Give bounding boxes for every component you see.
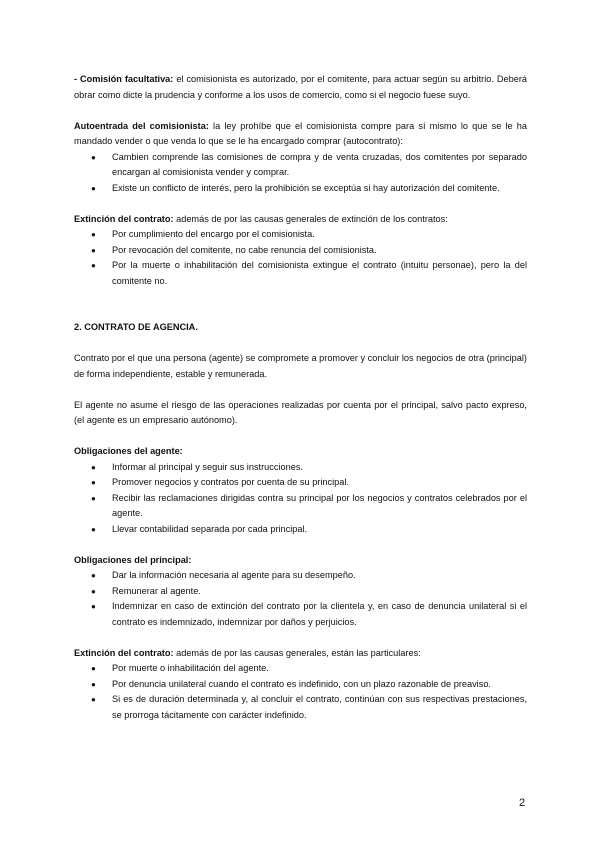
list-item-text: Dar la información necesaria al agente para su desempeño.	[112, 570, 356, 580]
extincion-comision-paragraph	[74, 212, 527, 228]
list-item	[74, 692, 527, 723]
list-item	[74, 677, 527, 693]
list-item-text: Por cumplimiento del encargo por el comisionista.	[112, 229, 315, 239]
bullet-icon: ●	[91, 493, 96, 503]
autoentrada-text: la ley prohíbe que el comisionista compre para sí mismo lo que se le ha mandado vender o que venda lo que se le ha encargado comprar (autocontrato):	[74, 120, 527, 146]
bullet-icon: ●	[91, 245, 96, 255]
comision-facultativa-label: - Comisión facultativa:	[74, 74, 174, 84]
list-item-text: Remunerar al agente.	[112, 585, 201, 596]
list-item-text: Indemnizar en caso de extinción del contrato por la clientela y, en caso de denuncia unilateral si el contrato es indemnizado, indemnizar por daños y perjuicios.	[112, 601, 527, 627]
bullet-icon: ●	[91, 230, 96, 239]
bullet-icon: ●	[91, 462, 96, 472]
autoentrada-list	[74, 150, 527, 197]
bullet-icon: ●	[91, 664, 96, 673]
obligaciones-agente-list	[74, 460, 527, 538]
list-item	[74, 181, 527, 197]
obligaciones-agente-heading	[74, 444, 527, 460]
bullet-icon: ●	[91, 695, 96, 704]
list-item	[74, 491, 527, 522]
list-item-text: Informar al principal y seguir sus instrucciones.	[112, 461, 303, 472]
list-item-text: Promover negocios y contratos por cuenta de su principal.	[112, 477, 349, 487]
bullet-icon: ●	[91, 571, 96, 580]
list-item	[74, 661, 527, 677]
list-item-text: Por revocación del comitente, no cabe renuncia del comisionista.	[112, 244, 377, 255]
list-item	[74, 584, 527, 600]
extincion-agencia-text: además de por las causas generales, están las particulares:	[173, 647, 421, 658]
list-item	[74, 258, 527, 289]
extincion-comision-section	[74, 212, 527, 290]
list-item	[74, 227, 527, 243]
list-item-text: Recibir las reclamaciones dirigidas contra su principal por los negocios y contratos celebrados por el agente.	[112, 492, 527, 518]
page-number: 2	[519, 797, 526, 809]
list-item	[74, 522, 527, 538]
obligaciones-principal-section	[74, 553, 527, 631]
bullet-icon: ●	[91, 524, 96, 534]
extincion-agencia-label: Extinción del contrato:	[74, 647, 174, 658]
list-item-text: Llevar contabilidad separada por cada principal.	[112, 523, 308, 534]
comision-facultativa-paragraph	[74, 72, 527, 103]
bullet-icon: ●	[91, 478, 96, 487]
list-item	[74, 460, 527, 476]
list-item-text: Existe un conflicto de interés, pero la prohibición se exceptúa si hay autorización del comitente.	[112, 182, 500, 193]
extincion-comision-label: Extinción del contrato:	[74, 213, 174, 224]
comision-facultativa-text: el comisionista es autorizado, por el comitente, para actuar según su arbitrio. Deberá obrar como dicte la prudencia y conforme a los usos de comercio, como si el negocio fuese suyo.	[74, 74, 527, 100]
list-item	[74, 475, 527, 491]
list-item	[74, 568, 527, 584]
extincion-agencia-paragraph	[74, 646, 527, 662]
bullet-icon: ●	[91, 679, 96, 689]
list-item-text: Si es de duración determinada y, al concluir el contrato, continúan con sus respectivas prestaciones, se prorroga tácitamente con carácter indefinido.	[112, 694, 527, 720]
extincion-comision-list	[74, 227, 527, 289]
obligaciones-principal-list	[74, 568, 527, 630]
list-item	[74, 243, 527, 259]
autoentrada-paragraph	[74, 119, 527, 150]
list-item	[74, 599, 527, 630]
spacer	[74, 305, 527, 321]
autoentrada-label: Autoentrada del comisionista:	[74, 120, 209, 131]
list-item	[74, 150, 527, 181]
extincion-agencia-section	[74, 646, 527, 724]
bullet-icon: ●	[91, 183, 96, 193]
obligaciones-principal-heading	[74, 553, 527, 569]
bullet-icon: ●	[91, 261, 96, 270]
agencia-definition: Contrato por el que una persona (agente) se compromete a promover y concluir los negocios de otra (principal) de forma independiente, estable y remunerada.	[74, 353, 527, 379]
extincion-agencia-list	[74, 661, 527, 723]
extincion-comision-text: además de por las causas generales de extinción de los contratos:	[173, 213, 448, 224]
bullet-icon: ●	[91, 152, 96, 162]
obligaciones-agente-label: Obligaciones del agente:	[74, 446, 183, 456]
obligaciones-agente-section	[74, 444, 527, 537]
obligaciones-principal-label: Obligaciones del principal:	[74, 554, 192, 565]
list-item-text: Por la muerte o inhabilitación del comisionista extingue el contrato (intuitu personae), pero la del comitente no.	[112, 260, 527, 286]
list-item-text: Por denuncia unilateral cuando el contrato es indefinido, con un plazo razonable de preaviso.	[112, 678, 491, 689]
bullet-icon: ●	[91, 586, 96, 596]
list-item-text: Por muerte o inhabilitación del agente.	[112, 663, 269, 673]
agencia-riesgo: El agente no asume el riesgo de las operaciones realizadas por cuenta por el principal, salvo pacto expreso, (el agente es un empresario autónomo).	[74, 399, 527, 425]
autoentrada-section	[74, 119, 527, 197]
document-page	[74, 72, 527, 723]
bullet-icon: ●	[91, 602, 96, 611]
section-title: 2. CONTRATO DE AGENCIA.	[74, 322, 198, 332]
list-item-text: Cambien comprende las comisiones de compra y de venta cruzadas, dos comitentes por separado encargan al comisionista vender y comprar.	[112, 151, 527, 177]
